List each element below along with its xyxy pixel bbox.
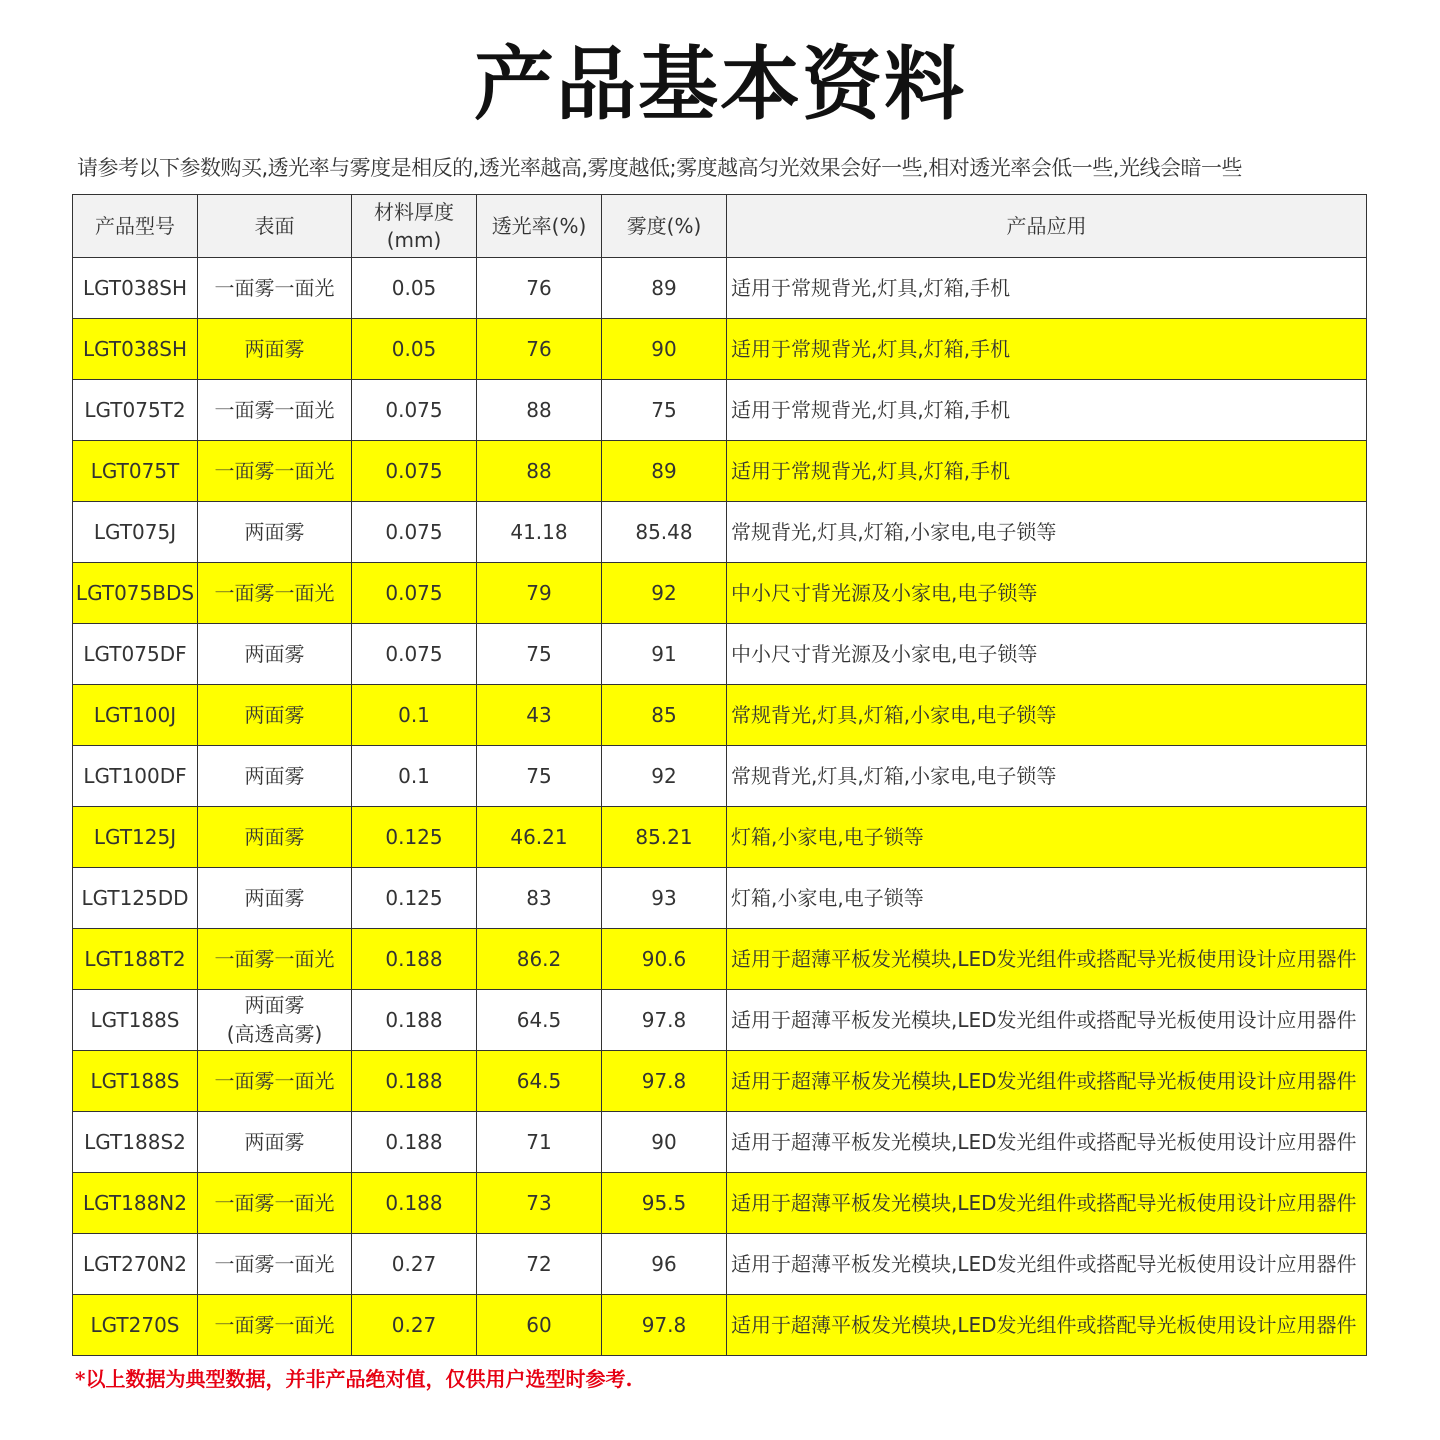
cell-surface: 两面雾 — [198, 868, 352, 929]
table-row — [73, 807, 1367, 868]
cell-model: LGT075BDS — [73, 563, 198, 624]
cell-model: LGT125DD — [73, 868, 198, 929]
header-thickness — [352, 195, 477, 258]
cell-transmittance: 75 — [477, 624, 602, 685]
table-row — [73, 624, 1367, 685]
cell-application: 适用于常规背光,灯具,灯箱,手机 — [727, 380, 1367, 441]
cell-haze: 90 — [602, 319, 727, 380]
table-row — [73, 319, 1367, 380]
cell-transmittance: 71 — [477, 1112, 602, 1173]
cell-application: 适用于超薄平板发光模块,LED发光组件或搭配导光板使用设计应用器件 — [727, 1173, 1367, 1234]
cell-model: LGT075T2 — [73, 380, 198, 441]
cell-model: LGT038SH — [73, 258, 198, 319]
table-header-row — [73, 195, 1367, 258]
cell-haze: 85.21 — [602, 807, 727, 868]
cell-thickness: 0.075 — [352, 380, 477, 441]
table-row — [73, 502, 1367, 563]
cell-thickness: 0.125 — [352, 868, 477, 929]
product-spec-table — [72, 194, 1367, 1356]
table-row — [73, 990, 1367, 1051]
cell-transmittance: 41.18 — [477, 502, 602, 563]
table-row — [73, 1051, 1367, 1112]
header-thickness-line1: 材料厚度 — [374, 200, 454, 224]
cell-haze: 97.8 — [602, 1051, 727, 1112]
cell-thickness: 0.1 — [352, 746, 477, 807]
cell-thickness: 0.188 — [352, 990, 477, 1051]
cell-thickness: 0.075 — [352, 441, 477, 502]
table-row — [73, 746, 1367, 807]
table-row — [73, 380, 1367, 441]
cell-surface: 两面雾 — [198, 746, 352, 807]
cell-transmittance: 75 — [477, 746, 602, 807]
cell-thickness: 0.188 — [352, 929, 477, 990]
table-row — [73, 685, 1367, 746]
cell-transmittance: 73 — [477, 1173, 602, 1234]
cell-transmittance: 72 — [477, 1234, 602, 1295]
cell-thickness: 0.188 — [352, 1051, 477, 1112]
cell-application: 适用于常规背光,灯具,灯箱,手机 — [727, 258, 1367, 319]
cell-model: LGT075J — [73, 502, 198, 563]
cell-application: 常规背光,灯具,灯箱,小家电,电子锁等 — [727, 746, 1367, 807]
cell-application: 适用于超薄平板发光模块,LED发光组件或搭配导光板使用设计应用器件 — [727, 1112, 1367, 1173]
cell-thickness: 0.27 — [352, 1295, 477, 1356]
table-row — [73, 1295, 1367, 1356]
header-thickness-line2: (mm) — [386, 228, 442, 252]
cell-transmittance: 76 — [477, 258, 602, 319]
table-body — [73, 258, 1367, 1356]
cell-surface: 一面雾一面光 — [198, 1173, 352, 1234]
cell-haze: 97.8 — [602, 990, 727, 1051]
header-haze: 雾度(%) — [602, 195, 727, 258]
cell-application: 中小尺寸背光源及小家电,电子锁等 — [727, 624, 1367, 685]
footnote: *以上数据为典型数据，并非产品绝对值，仅供用户选型时参考. — [75, 1367, 633, 1391]
cell-transmittance: 88 — [477, 441, 602, 502]
cell-model: LGT075DF — [73, 624, 198, 685]
cell-model: LGT188S2 — [73, 1112, 198, 1173]
cell-application: 中小尺寸背光源及小家电,电子锁等 — [727, 563, 1367, 624]
cell-thickness: 0.188 — [352, 1112, 477, 1173]
cell-model: LGT038SH — [73, 319, 198, 380]
cell-application: 适用于超薄平板发光模块,LED发光组件或搭配导光板使用设计应用器件 — [727, 990, 1367, 1051]
table-row — [73, 1234, 1367, 1295]
cell-thickness: 0.075 — [352, 563, 477, 624]
cell-thickness: 0.075 — [352, 624, 477, 685]
cell-transmittance: 60 — [477, 1295, 602, 1356]
cell-surface: 两面雾 — [198, 807, 352, 868]
cell-surface: 两面雾 — [198, 319, 352, 380]
cell-transmittance: 83 — [477, 868, 602, 929]
cell-transmittance: 64.5 — [477, 1051, 602, 1112]
cell-thickness: 0.1 — [352, 685, 477, 746]
header-transmittance: 透光率(%) — [477, 195, 602, 258]
cell-application: 适用于超薄平板发光模块,LED发光组件或搭配导光板使用设计应用器件 — [727, 1295, 1367, 1356]
cell-surface: 一面雾一面光 — [198, 1295, 352, 1356]
cell-thickness: 0.05 — [352, 319, 477, 380]
cell-haze: 93 — [602, 868, 727, 929]
cell-application: 灯箱,小家电,电子锁等 — [727, 807, 1367, 868]
cell-haze: 85 — [602, 685, 727, 746]
cell-haze: 90.6 — [602, 929, 727, 990]
page-title: 产品基本资料 — [474, 38, 966, 131]
cell-haze: 92 — [602, 563, 727, 624]
intro-text: 请参考以下参数购买,透光率与雾度是相反的,透光率越高,雾度越低;雾度越高匀光效果会好一些,相对透光率会低一些,光线会暗一些 — [77, 156, 1242, 180]
cell-haze: 75 — [602, 380, 727, 441]
cell-thickness: 0.05 — [352, 258, 477, 319]
cell-application: 适用于超薄平板发光模块,LED发光组件或搭配导光板使用设计应用器件 — [727, 929, 1367, 990]
table-row — [73, 868, 1367, 929]
cell-model: LGT188T2 — [73, 929, 198, 990]
cell-surface — [198, 990, 352, 1051]
cell-model: LGT188N2 — [73, 1173, 198, 1234]
cell-surface: 一面雾一面光 — [198, 929, 352, 990]
cell-model: LGT100J — [73, 685, 198, 746]
cell-application: 适用于常规背光,灯具,灯箱,手机 — [727, 441, 1367, 502]
cell-transmittance: 79 — [477, 563, 602, 624]
cell-application: 常规背光,灯具,灯箱,小家电,电子锁等 — [727, 502, 1367, 563]
cell-model: LGT270S — [73, 1295, 198, 1356]
cell-haze: 85.48 — [602, 502, 727, 563]
cell-model: LGT100DF — [73, 746, 198, 807]
cell-transmittance: 46.21 — [477, 807, 602, 868]
cell-model: LGT125J — [73, 807, 198, 868]
cell-surface-main: 两面雾 — [244, 993, 305, 1017]
cell-model: LGT270N2 — [73, 1234, 198, 1295]
cell-surface: 一面雾一面光 — [198, 1234, 352, 1295]
cell-thickness: 0.125 — [352, 807, 477, 868]
cell-model: LGT188S — [73, 1051, 198, 1112]
cell-thickness: 0.075 — [352, 502, 477, 563]
table-row — [73, 929, 1367, 990]
cell-surface: 两面雾 — [198, 502, 352, 563]
cell-haze: 91 — [602, 624, 727, 685]
cell-haze: 90 — [602, 1112, 727, 1173]
cell-application: 适用于常规背光,灯具,灯箱,手机 — [727, 319, 1367, 380]
table-row — [73, 441, 1367, 502]
cell-surface: 两面雾 — [198, 624, 352, 685]
cell-haze: 96 — [602, 1234, 727, 1295]
cell-haze: 89 — [602, 258, 727, 319]
cell-thickness: 0.27 — [352, 1234, 477, 1295]
table-row — [73, 258, 1367, 319]
header-surface: 表面 — [198, 195, 352, 258]
cell-haze: 95.5 — [602, 1173, 727, 1234]
cell-surface-note: (高透高雾) — [226, 1022, 323, 1046]
cell-model: LGT075T — [73, 441, 198, 502]
cell-transmittance: 76 — [477, 319, 602, 380]
cell-application: 灯箱,小家电,电子锁等 — [727, 868, 1367, 929]
cell-haze: 97.8 — [602, 1295, 727, 1356]
cell-model: LGT188S — [73, 990, 198, 1051]
cell-transmittance: 43 — [477, 685, 602, 746]
cell-surface: 一面雾一面光 — [198, 441, 352, 502]
cell-thickness: 0.188 — [352, 1173, 477, 1234]
table-row — [73, 1112, 1367, 1173]
cell-haze: 92 — [602, 746, 727, 807]
cell-haze: 89 — [602, 441, 727, 502]
header-application: 产品应用 — [727, 195, 1367, 258]
cell-surface: 一面雾一面光 — [198, 1051, 352, 1112]
cell-surface: 一面雾一面光 — [198, 258, 352, 319]
cell-surface: 两面雾 — [198, 1112, 352, 1173]
cell-surface: 两面雾 — [198, 685, 352, 746]
cell-surface: 一面雾一面光 — [198, 380, 352, 441]
cell-transmittance: 86.2 — [477, 929, 602, 990]
cell-application: 常规背光,灯具,灯箱,小家电,电子锁等 — [727, 685, 1367, 746]
cell-application: 适用于超薄平板发光模块,LED发光组件或搭配导光板使用设计应用器件 — [727, 1234, 1367, 1295]
cell-surface: 一面雾一面光 — [198, 563, 352, 624]
cell-application: 适用于超薄平板发光模块,LED发光组件或搭配导光板使用设计应用器件 — [727, 1051, 1367, 1112]
table-row — [73, 1173, 1367, 1234]
cell-transmittance: 88 — [477, 380, 602, 441]
cell-transmittance: 64.5 — [477, 990, 602, 1051]
table-row — [73, 563, 1367, 624]
header-model: 产品型号 — [73, 195, 198, 258]
